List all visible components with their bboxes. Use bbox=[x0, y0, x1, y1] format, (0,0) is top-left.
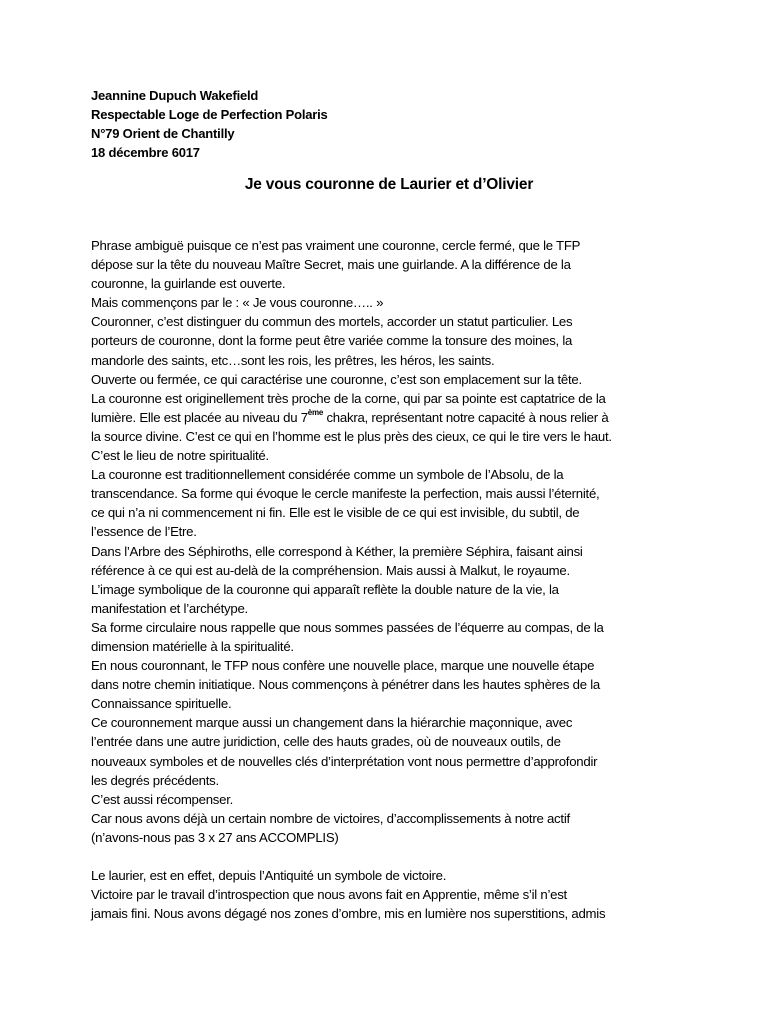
paragraph bbox=[91, 389, 689, 465]
paragraph bbox=[91, 312, 689, 369]
lodge-name: Respectable Loge de Perfection Polaris bbox=[91, 107, 328, 122]
paragraph bbox=[91, 618, 689, 656]
text-line: la source divine. C’est ce qui en l’homme est le plus près des cieux, ce qui le tire vers le haut. bbox=[91, 428, 612, 444]
paragraph bbox=[91, 713, 689, 789]
text-line: C’est aussi récompenser. bbox=[91, 791, 234, 807]
text-line: mandorle des saints, etc…sont les rois, les prêtres, les héros, les saints. bbox=[91, 352, 495, 368]
text-line: ce qui n’a ni commencement ni fin. Elle est le visible de ce qui est invisible, du subtil, de bbox=[91, 505, 580, 521]
text-line: La couronne est traditionnellement considérée comme un symbole de l’Absolu, de la bbox=[91, 467, 564, 483]
text-line: (n’avons-nous pas 3 x 27 ans ACCOMPLIS) bbox=[91, 829, 339, 845]
text-line: référence à ce qui est au-delà de la compréhension. Mais aussi à Malkut, le royaume. bbox=[91, 562, 570, 578]
text-run: chakra, représentant notre capacité à nous relier à bbox=[323, 409, 609, 425]
text-line: Ouverte ou fermée, ce qui caractérise une couronne, c’est son emplacement sur la tête. bbox=[91, 371, 582, 387]
text-line: nouveaux symboles et de nouvelles clés d’interprétation vont nous permettre d’approfondir bbox=[91, 753, 598, 769]
text-line: Victoire par le travail d’introspection que nous avons fait en Apprentie, même s’il n’est bbox=[91, 887, 567, 903]
paragraph bbox=[91, 580, 689, 618]
text-run: lumière. Elle est placée au niveau du 7 bbox=[91, 409, 308, 425]
text-line: dimension matérielle à la spiritualité. bbox=[91, 638, 294, 654]
lodge-orient: N°79 Orient de Chantilly bbox=[91, 126, 235, 141]
text-line: Ce couronnement marque aussi un changement dans la hiérarchie maçonnique, avec bbox=[91, 715, 573, 731]
text-line: Phrase ambiguë puisque ce n’est pas vraiment une couronne, cercle fermé, que le TFP bbox=[91, 238, 581, 253]
paragraph bbox=[91, 885, 689, 923]
text-line: dans notre chemin initiatique. Nous commençons à pénétrer dans les hautes sphères de la bbox=[91, 677, 600, 693]
text-line bbox=[91, 408, 689, 427]
paragraph bbox=[91, 236, 689, 293]
text-line: Couronner, c’est distinguer du commun des mortels, accorder un statut particulier. Les bbox=[91, 314, 573, 330]
text-line: Sa forme circulaire nous rappelle que nous sommes passées de l’équerre au compas, de la bbox=[91, 619, 604, 635]
text-line: L’image symbolique de la couronne qui apparaît reflète la double nature de la vie, la bbox=[91, 581, 559, 597]
text-line: Connaissance spirituelle. bbox=[91, 696, 232, 712]
paragraph bbox=[91, 465, 689, 541]
document-body bbox=[91, 236, 689, 923]
text-line: La couronne est originellement très proche de la corne, qui par sa pointe est captatrice de la bbox=[91, 390, 606, 406]
text-line: dépose sur la tête du nouveau Maître Secret, mais une guirlande. A la différence de la bbox=[91, 257, 571, 273]
text-line: porteurs de couronne, dont la forme peut être variée comme la tonsure des moines, la bbox=[91, 333, 573, 349]
author-name: Jeannine Dupuch Wakefield bbox=[91, 88, 259, 103]
text-line: C’est le lieu de notre spiritualité. bbox=[91, 448, 269, 464]
document-title: Je vous couronne de Laurier et d’Olivier bbox=[244, 176, 534, 193]
text-line: Car nous avons déjà un certain nombre de victoires, d’accomplissements à notre actif bbox=[91, 810, 570, 826]
text-line: l’entrée dans une autre juridiction, celle des hauts grades, où de nouveaux outils, de bbox=[91, 734, 561, 750]
paragraph bbox=[91, 293, 689, 312]
text-line: couronne, la guirlande est ouverte. bbox=[91, 276, 286, 292]
ordinal-superscript: ème bbox=[307, 408, 324, 418]
paragraph bbox=[91, 656, 689, 713]
text-line: transcendance. Sa forme qui évoque le cercle manifeste la perfection, mais aussi l’éternité, bbox=[91, 486, 600, 502]
text-line: l’essence de l’Etre. bbox=[91, 524, 197, 540]
text-line: les degrés précédents. bbox=[91, 772, 219, 788]
paragraph bbox=[91, 866, 689, 885]
text-line: Le laurier, est en effet, depuis l’Antiquité un symbole de victoire. bbox=[91, 868, 447, 884]
paragraph-spacer bbox=[91, 847, 689, 866]
paragraph bbox=[91, 790, 689, 809]
document-header bbox=[91, 86, 711, 162]
text-line: jamais fini. Nous avons dégagé nos zones d’ombre, mis en lumière nos superstitions, admis bbox=[91, 906, 606, 922]
document-date: 18 décembre 6017 bbox=[91, 145, 200, 160]
text-line: manifestation et l’archétype. bbox=[91, 600, 248, 616]
paragraph bbox=[91, 542, 689, 580]
paragraph bbox=[91, 809, 689, 847]
text-line: En nous couronnant, le TFP nous confère une nouvelle place, marque une nouvelle étape bbox=[91, 658, 595, 674]
paragraph bbox=[91, 370, 689, 389]
text-line: Mais commençons par le : « Je vous couronne….. » bbox=[91, 295, 384, 311]
text-line: Dans l’Arbre des Séphiroths, elle correspond à Kéther, la première Séphira, faisant ainsi bbox=[91, 543, 583, 559]
